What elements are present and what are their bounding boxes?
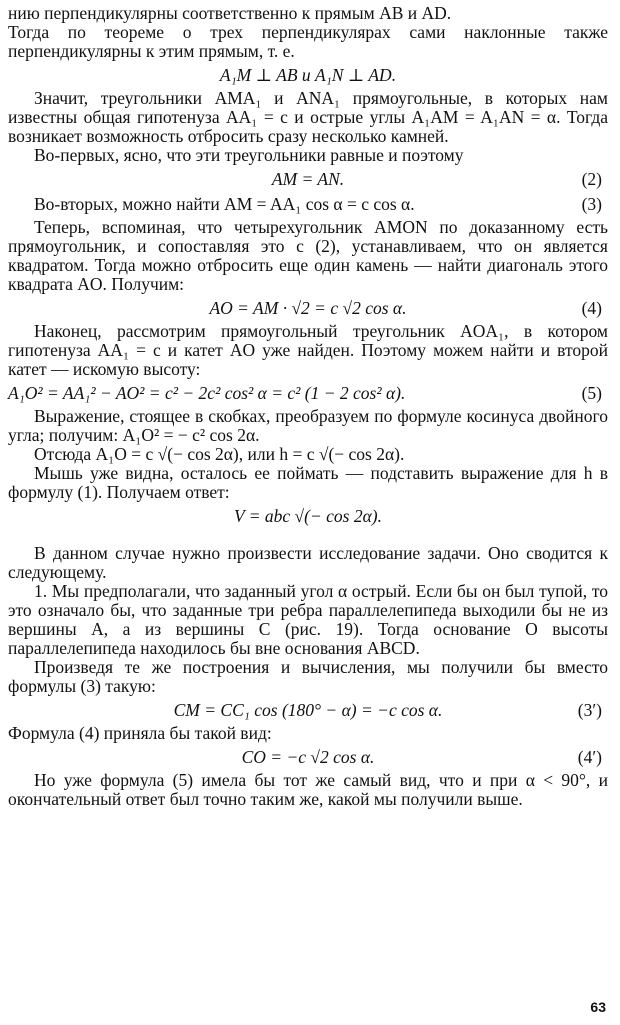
formula-number: (3) [581,194,602,214]
paragraph-first: Во-первых, ясно, что эти треугольники равные и поэтому [34,145,464,165]
page-number: 63 [590,999,606,1015]
paragraph-item-1: 1. Мы предполагали, что заданный угол α острый. Если бы он был тупой, то это означало бы, что заданные три ребра параллелепипеда выходили бы не из вершины A, а из вершины C (рис. 19). Тогда основание O высоты параллелепипеда находилось бы вне основания ABCD. [8,581,608,658]
formula-text: AM = AN. [271,169,345,189]
paragraph-bracket: Выражение, стоящее в скобках, преобразуем по формуле косинуса двойного угла; получим: A₁O² = − c² cos 2α. [8,406,608,445]
formula-text: V = abc √(− cos 2α). [233,506,383,526]
paragraph-hence: Отсюда A₁O = c √(− cos 2α), или h = c √(− cos 2α). [34,444,405,464]
formula-4-prime [8,746,608,768]
formula-3 [8,193,608,215]
paragraph-triangles: Значит, треугольники AMA₁ и ANA₁ прямоугольные, в которых нам известны общая гипотенуза AA₁ = c и острые углы A₁AM = A₁AN = α. Тогда возникает возможность отбросить сразу несколько камней. [8,88,608,146]
formula-answer [8,505,608,527]
formula-perpendiculars [8,64,608,86]
formula-4 [8,297,608,319]
formula-text: Во-вторых, можно найти AM = AA₁ cos α = c cos α. [34,194,415,214]
formula-text: AO = AM · √2 = c √2 cos α. [209,298,407,318]
text-line-2: Тогда по теореме о трех перпендикулярах сами наклонные также перпендикулярны к этим прямым, т. е. [8,22,608,61]
formula-number: (3′) [577,700,602,720]
formula-text: CM = CC₁ cos (180° − α) = −c cos α. [173,700,443,720]
formula-5 [8,382,608,404]
paragraph-square: Теперь, вспоминая, что четырехугольник AMON по доказанному есть прямоугольник, и сопоставляя это с (2), устанавливаем, что он является квадратом. Тогда можно отбросить еще один камень — найти диагональ этого квадрата AO. Получим: [8,217,608,294]
formula-text: A₁O² = AA₁² − AO² = c² − 2c² cos² α = c² (1 − 2 cos² α). [8,383,406,403]
paragraph-finally: Наконец, рассмотрим прямоугольный треугольник AOA₁, в котором гипотенуза AA₁ = c и катет AO уже найден. Поэтому можем найти и второй катет — искомую высоту: [8,321,608,379]
formula-3-prime [8,699,608,721]
formula-text: CO = −c √2 cos α. [241,747,375,767]
paragraph-same: Произведя те же построения и вычисления, мы получили бы вместо формулы (3) такую: [8,657,608,696]
paragraph-mouse: Мышь уже видна, осталось ее поймать — подставить выражение для h в формулу (1). Получаем ответ: [8,463,608,502]
formula-number: (2) [581,169,602,189]
formula-number: (4′) [577,747,602,767]
formula-text: A₁M ⊥ AB и A₁N ⊥ AD. [219,65,397,85]
formula-2 [8,168,608,190]
text-line-1: нию перпендикулярны соответственно к прямым AB и AD. [8,3,452,23]
formula-number: (5) [581,383,602,403]
paragraph-but: Но уже формула (5) имела бы тот же самый вид, что и при α < 90°, и окончательный ответ был точно таким же, какой мы получили выше. [8,770,608,809]
paragraph-formula-4: Формула (4) приняла бы такой вид: [8,723,272,743]
paragraph-research: В данном случае нужно произвести исследование задачи. Оно сводится к следующему. [8,543,608,582]
formula-number: (4) [581,298,602,318]
